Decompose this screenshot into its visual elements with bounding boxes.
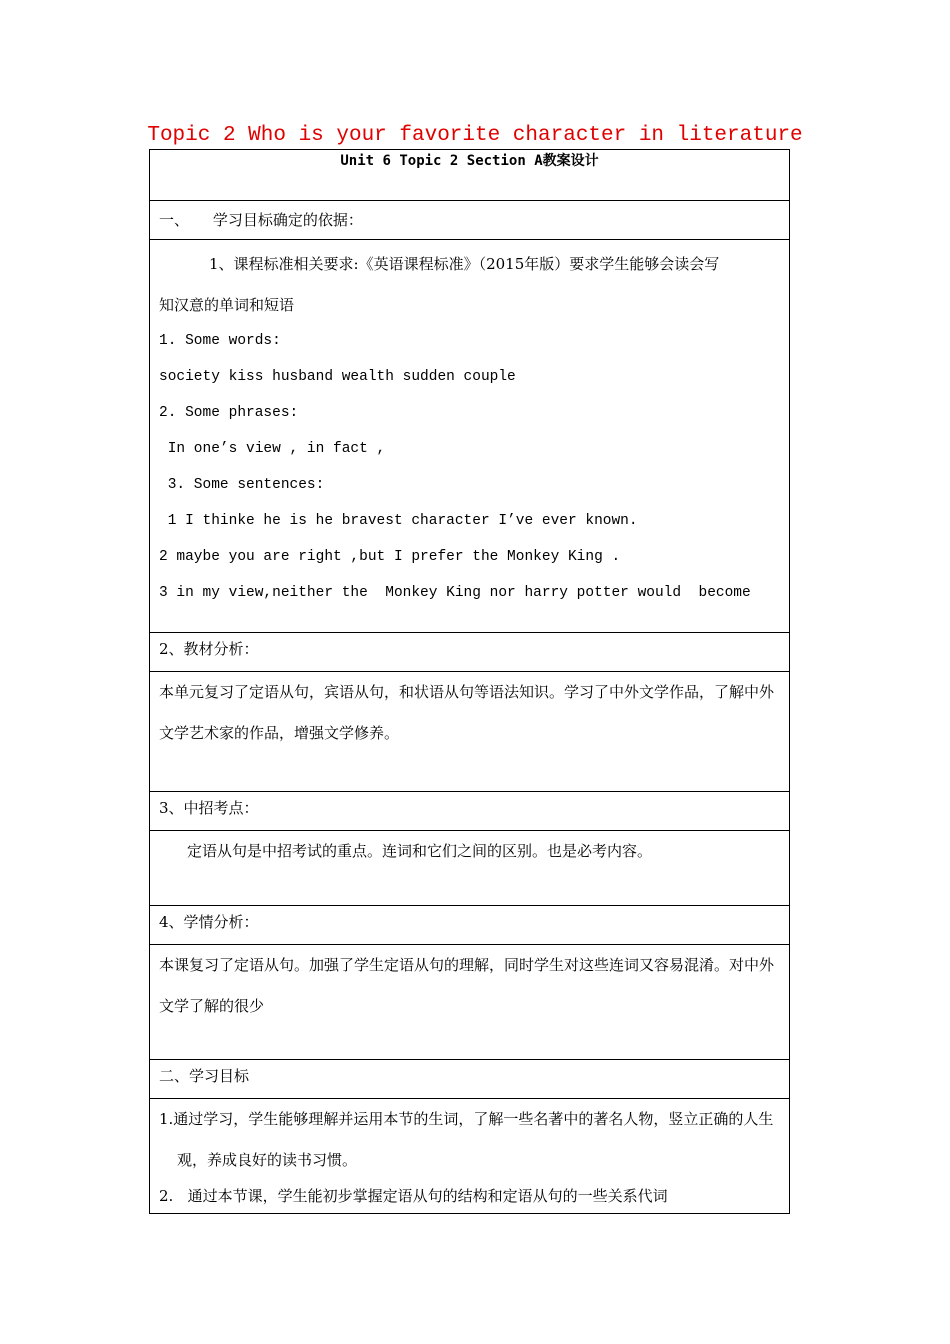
material-body: 本单元复习了定语从句，宾语从句，和状语从句等语法知识。学习了中外文学作品，了解中外文学艺术家的作品，增强文学修养。 <box>159 683 775 742</box>
goal-1: 1.通过学习，学生能够理解并运用本节的生词，了解一些名著中的著名人物，竖立正确的人生观，养成良好的读书习惯。 <box>159 1110 774 1169</box>
sentence-1: 1 I thinke he is he bravest character I’ve ever known. <box>159 513 638 529</box>
basis-heading: 一、 学习目标确定的依据： <box>159 211 363 229</box>
sentences-label: 3. Some sentences: <box>159 477 325 493</box>
learner-heading: 4、学情分析： <box>159 913 259 931</box>
table-row <box>150 672 790 792</box>
learner-heading-cell <box>150 906 790 945</box>
exam-body-cell <box>150 831 790 906</box>
table-row <box>150 633 790 672</box>
learner-body: 本课复习了定语从句。加强了学生定语从句的理解，同时学生对这些连词又容易混淆。对中外文学了解的很少 <box>159 956 775 1015</box>
goals-heading-cell <box>150 1060 790 1099</box>
curriculum-intro-line-1: 1、课程标准相关要求:《英语课程标准》（2015年版）要求学生能够会读会写 <box>209 255 720 273</box>
table-row <box>150 150 790 201</box>
sentence-3: 3 in my view,neither the Monkey King nor harry potter would become <box>159 585 751 601</box>
exam-heading-cell <box>150 792 790 831</box>
table-row <box>150 945 790 1060</box>
goal-2: 2. 通过本节课，学生能初步掌握定语从句的结构和定语从句的一些关系代词 <box>159 1187 668 1205</box>
material-body-cell <box>150 672 790 792</box>
sentence-2: 2 maybe you are right ,but I prefer the Monkey King . <box>159 549 621 565</box>
lesson-plan-table <box>149 149 790 1214</box>
table-row <box>150 201 790 240</box>
exam-heading: 3、中招考点： <box>159 799 259 817</box>
material-heading-cell <box>150 633 790 672</box>
page-title: Topic 2 Who is your favorite character in literature <box>147 124 803 147</box>
goals-heading: 二、学习目标 <box>159 1067 250 1085</box>
curriculum-intro-line-2: 知汉意的单词和短语 <box>159 296 295 314</box>
table-title-cell <box>150 150 790 201</box>
words-label: 1. Some words: <box>159 333 281 349</box>
table-row <box>150 906 790 945</box>
material-heading: 2、教材分析： <box>159 640 259 658</box>
table-title: Unit 6 Topic 2 Section A教案设计 <box>340 153 599 169</box>
words-list: society kiss husband wealth sudden couple <box>159 369 516 385</box>
table-row <box>150 831 790 906</box>
table-row <box>150 1099 790 1214</box>
learner-body-cell <box>150 945 790 1060</box>
basis-heading-cell <box>150 201 790 240</box>
phrases-list: In one’s view , in fact , <box>159 441 386 457</box>
exam-body: 定语从句是中招考试的重点。连词和它们之间的区别。也是必考内容。 <box>187 842 653 860</box>
table-row <box>150 240 790 633</box>
table-row <box>150 1060 790 1099</box>
basis-content-cell <box>150 240 790 633</box>
goals-body-cell <box>150 1099 790 1214</box>
table-row <box>150 792 790 831</box>
phrases-label: 2. Some phrases: <box>159 405 299 421</box>
